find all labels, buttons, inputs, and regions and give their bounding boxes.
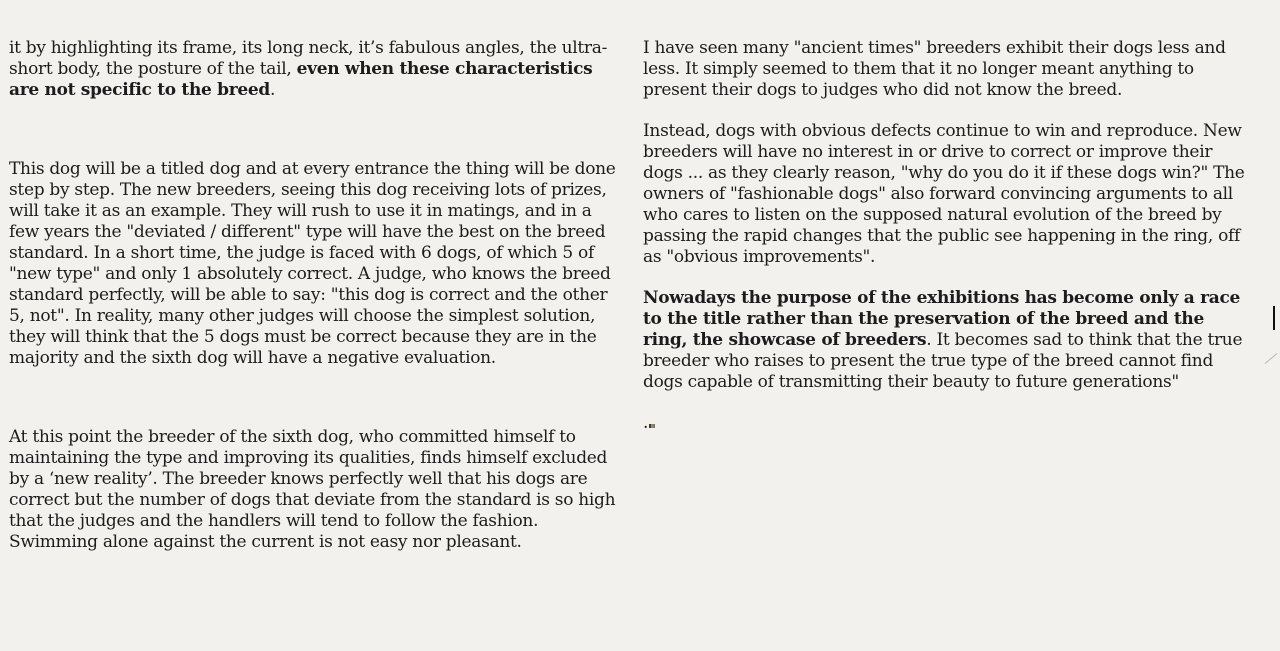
text-caret[interactable] xyxy=(1273,306,1275,330)
text-run: it by highlighting its frame, its long neck, it’s fabulous angles, the ultra-short body, the posture of the tail, xyxy=(9,38,608,79)
bold-text-run: Nowadays the purpose of the exhibitions has become only a race to the title rather than the preservation of the breed and the ring, the showcase of breeders xyxy=(643,288,1241,350)
paragraph-sixth-dog-breeder xyxy=(9,427,625,553)
paragraph-titled-dog xyxy=(9,159,625,369)
tiny-image-artifact xyxy=(649,424,655,428)
paragraph-ancient-times xyxy=(643,38,1251,101)
period-text xyxy=(643,413,648,433)
text-run: . It becomes sad to think that the true breeder who raises to present the true type of the breed cannot find dogs capable of transmitting their beauty to future generations" xyxy=(643,330,1243,392)
text-column-right xyxy=(643,38,1251,611)
text-run: At this point the breeder of the sixth dog, who committed himself to maintaining the type and improving its qualities, finds himself excluded by a ‘new reality’. The breeder knows perfectly well that his dogs are correct but the number of dogs that deviate from the standard is so high that the judges and the handlers will tend to follow the fashion. Swimming alone against the current is not easy nor pleasant. xyxy=(9,427,616,552)
paragraph-nowadays-purpose xyxy=(643,288,1251,393)
text-run: This dog will be a titled dog and at every entrance the thing will be done step by step. The new breeders, seeing this dog receiving lots of prizes, will take it as an example. They will rush to use it in matings, and in a few years the "deviated / different" type will have the best on the breed standard. In a short time, the judge is faced with 6 dogs, of which 5 of "new type" and only 1 absolutely correct. A judge, who knows the breed standard perfectly, will be able to say: "this dog is correct and the other 5, not". In reality, many other judges will choose the simplest solution, they will think that the 5 dogs must be correct because they are in the majority and the sixth dog will have a negative evaluation. xyxy=(9,159,616,368)
text-run: Instead, dogs with obvious defects continue to win and reproduce. New breeders will have no interest in or drive to correct or improve their dogs ... as they clearly reason, "why do you do it if these dogs win?" The owners of "fashionable dogs" also forward convincing arguments to all who cares to listen on the supposed natural evolution of the breed by passing the rapid changes that the public see happening in the ring, off as "obvious improvements". xyxy=(643,121,1245,267)
text-column-left xyxy=(9,38,625,611)
paragraph-lone-period xyxy=(643,413,1251,434)
bold-text-run: even when these characteristics are not specific to the breed xyxy=(9,59,593,100)
text-run: . xyxy=(643,413,649,433)
text-run: I have seen many "ancient times" breeders exhibit their dogs less and less. It simply seemed to them that it no longer meant anything to present their dogs to judges who did not know the breed. xyxy=(643,38,1226,100)
paragraph-obvious-defects xyxy=(643,121,1251,268)
paragraph-continuation xyxy=(9,38,625,101)
text-run: . xyxy=(270,80,276,100)
